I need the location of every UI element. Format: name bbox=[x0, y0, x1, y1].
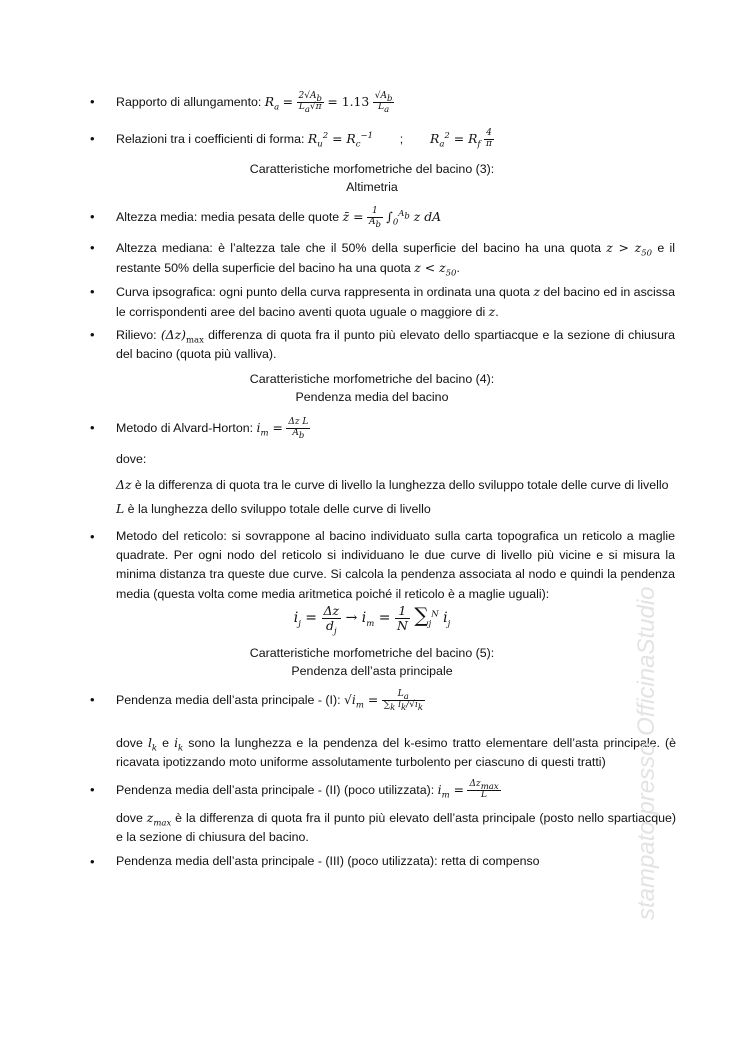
bullet-icon: • bbox=[90, 284, 95, 299]
section-heading: Caratteristiche morfometriche del bacino (3): bbox=[249, 162, 495, 176]
item-text: Curva ipsografica: ogni punto della curva rappresenta in ordinata una quota bbox=[116, 285, 534, 299]
list-item bbox=[90, 852, 675, 871]
item-text: Relazioni tra i coefficienti di forma: bbox=[116, 132, 308, 146]
formula: z̄ = bbox=[342, 209, 364, 224]
list-item: • Curva ipsografica: ogni punto della curva rappresenta in ordinata una quota z del bacino ed in ascissa le corrispondenti aree del bacino aventi quota uguale o maggiore di z. bbox=[90, 284, 675, 320]
section-heading: Caratteristiche morfometriche del bacino (4): bbox=[249, 372, 495, 386]
bullet-icon: • bbox=[90, 529, 95, 544]
item-text: Rilievo: bbox=[116, 328, 161, 342]
paragraph: dove $z_{max}$ è la differenza di quota fra il punto più elevato dell’asta principale (posto nello spartiacque) e la sezione di chiusura del bacino. bbox=[116, 810, 676, 845]
section-subheading: Pendenza media del bacino bbox=[295, 390, 449, 404]
paragraph: Δz è la differenza di quota tra le curve di livello la lunghezza dello sviluppo totale delle curve di livello bbox=[116, 477, 669, 492]
formula: $R_a^2 = R_f$ bbox=[429, 130, 481, 150]
display-formula: $i_j$ = $\frac{\Delta z}{d_j}$ → $i_m$ = $\frac{1}{N}$ $\sum_j^N$ $i_j$ bbox=[293, 602, 451, 636]
list-item: • Rapporto di allungamento: $R_a$ = $\frac{2√A_b}{L_a√\pi}$ = 1.13 $\frac{√A_b}{L_a}$ bbox=[90, 91, 393, 116]
item-text: Metodo del reticolo: si sovrappone al bacino individuato sulla carta topografica un reticolo a maglie quadrate. Per ogni nodo del reticolo si individuano le due curve di livello più vicine e si misura la minima distanza tra queste due curve. Si calcola la pendenza associata al nodo e quindi la pendenza media (questa volta come media aritmetica poiché il reticolo è a maglie uguali): bbox=[116, 529, 675, 601]
bullet-icon: • bbox=[90, 692, 95, 707]
bullet-icon: • bbox=[90, 240, 95, 255]
formula: $R_u^2 = R_c^{-1}$ bbox=[307, 130, 374, 150]
item-text: Pendenza media dell’asta principale - (II) (poco utilizzata): bbox=[116, 783, 438, 797]
item-text: del bacino ed in ascissa le corrispondenti aree del bacino aventi quota uguale o maggiore di bbox=[116, 285, 675, 320]
list-item: • Altezza mediana: è l’altezza tale che il 50% della superficie del bacino ha una quota $z > z_{50}$ e il restante 50% della superficie del bacino ha una quota $z < z_{50}$. bbox=[90, 240, 675, 279]
formula: $R_a$ bbox=[264, 94, 280, 113]
item-text: Rapporto di allungamento: bbox=[116, 95, 265, 109]
item-text: differenza di quota fra il punto più elevato dello spartiacque e la sezione di chiusura del bacino (quota più valliva). bbox=[116, 328, 675, 362]
list-item: • Pendenza media dell’asta principale - (I): $√i_m$ = $\frac{L_a}{\sum_k l_k/√i_k}$ bbox=[90, 689, 423, 714]
item-text: e il restante 50% della superficie del bacino ha una quota bbox=[116, 241, 675, 276]
item-text: Pendenza media dell’asta principale - (III) (poco utilizzata): retta di compenso bbox=[116, 854, 540, 868]
section-subheading: Altimetria bbox=[346, 180, 398, 194]
item-text: Altezza mediana: è l’altezza tale che il 50% della superficie del bacino ha una quota bbox=[116, 241, 607, 255]
fraction: $\frac{4}{\pi}$ bbox=[486, 128, 492, 150]
list-item: • Rilievo: $(\Delta z)_{max}$ differenza di quota fra il punto più elevato dello spartiacque e la sezione di chiusura del bacino (quota più valliva). bbox=[90, 327, 675, 362]
list-item bbox=[90, 527, 675, 604]
list-item: • Altezza media: media pesata delle quote z̄ = $\frac{1}{A_b}$ $\int_0^{A_b}$ z dA bbox=[90, 206, 442, 231]
watermark: stampato presso OfficinaStudio bbox=[633, 586, 660, 920]
list-item: • Metodo di Alvard-Horton: $i_m$ = $\frac{\text{Δz L}}{A_b}$ bbox=[90, 417, 309, 442]
section-subheading: Pendenza dell’asta principale bbox=[291, 664, 453, 678]
bullet-icon: • bbox=[90, 131, 95, 146]
bullet-icon: • bbox=[90, 94, 95, 109]
fraction: $\frac{√A_b}{L_a}$ bbox=[374, 91, 393, 116]
paragraph: L è la lunghezza dello sviluppo totale delle curve di livello bbox=[116, 501, 431, 516]
bullet-icon: • bbox=[90, 854, 95, 869]
fraction: $\frac{2√A_b}{L_a√\pi}$ bbox=[298, 91, 322, 116]
item-text: Metodo di Alvard-Horton: bbox=[116, 421, 257, 435]
bullet-icon: • bbox=[90, 327, 95, 342]
paragraph: dove $l_k$ e $i_k$ sono la lunghezza e la pendenza del k-esimo tratto elementare dell’asta principale. (è ricavata ipotizzando moto uniforme assolutamente turbolento per ciascuno di questi tratti) bbox=[116, 735, 677, 770]
bullet-icon: • bbox=[90, 209, 95, 224]
item-text: Pendenza media dell’asta principale - (I): bbox=[116, 693, 344, 707]
list-item: • Relazioni tra i coefficienti di forma: $R_u^2 = R_c^{-1}$ ; $R_a^2 = R_f$ $\frac{4}{\pi}$ bbox=[90, 128, 492, 150]
bullet-icon: • bbox=[90, 782, 95, 797]
paragraph: dove: bbox=[116, 452, 147, 466]
list-item: • Pendenza media dell’asta principale - (II) (poco utilizzata): $i_m$ = $\frac{\Delta z_{max}}{L}$ bbox=[90, 779, 499, 801]
bullet-icon: • bbox=[90, 420, 95, 435]
section-heading: Caratteristiche morfometriche del bacino (5): bbox=[249, 646, 495, 660]
item-text: Altezza media: media pesata delle quote bbox=[116, 210, 343, 224]
